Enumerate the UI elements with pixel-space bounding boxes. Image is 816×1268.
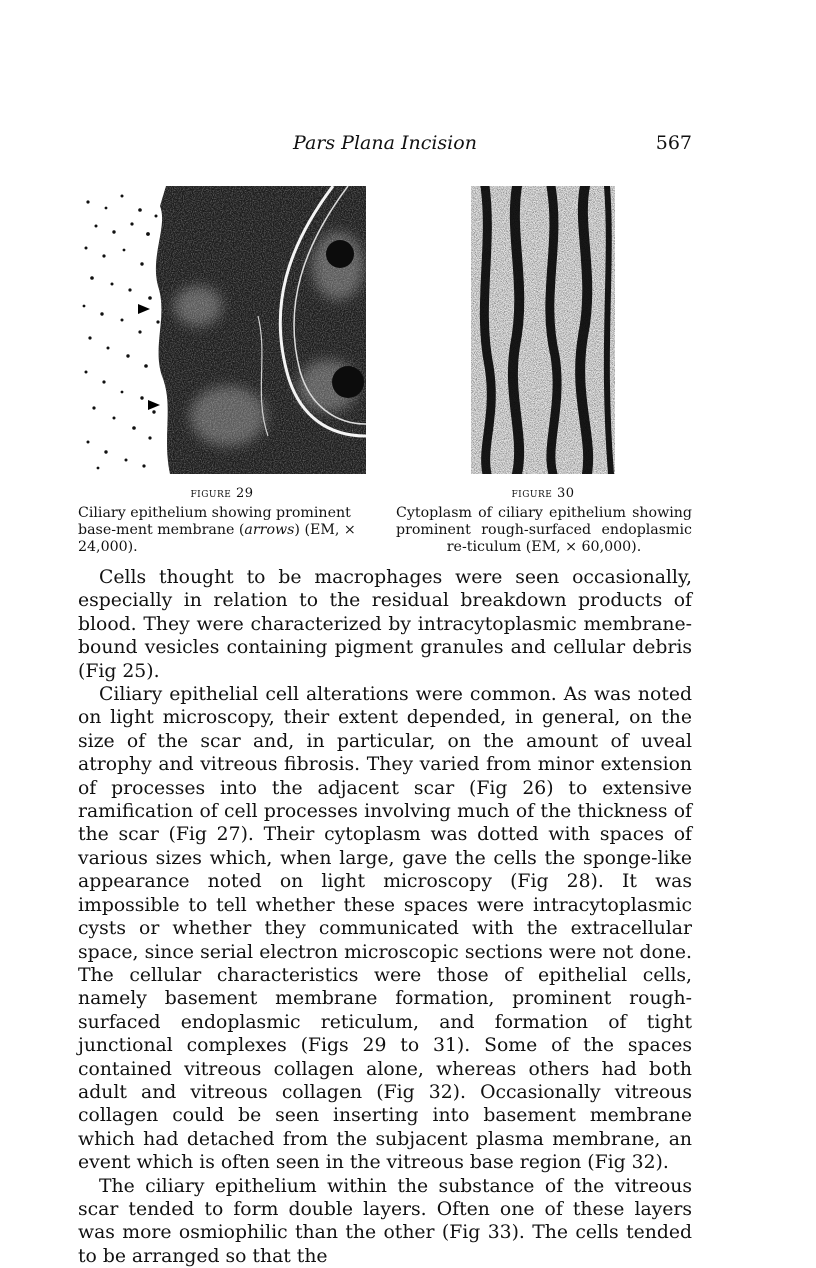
paragraph-1: Cells thought to be macrophages were seen occasionally, especially in relation to the residual breakdown products of blood. They were characterized by intracytoplasmic membrane-bound vesicles containing pigment granules and cellular debris (Fig 25). — [78, 567, 692, 682]
running-title: Pars Plana Incision — [293, 132, 477, 154]
figure-30-label-word: figure — [511, 486, 553, 501]
body-text — [78, 566, 692, 1268]
figure-29-caption — [78, 505, 378, 556]
figure-29-label — [78, 486, 366, 501]
figure-30-label — [471, 486, 615, 501]
figure-30-caption: Cytoplasm of ciliary epithelium showing prominent rough-surfaced endoplasmic re-ticulum (EM, × 60,000). — [396, 505, 692, 555]
figure-29-caption-part2: ) (EM, × 24,000). — [78, 522, 356, 555]
figure-29-caption-part1: Ciliary epithelium showing prominent base-ment membrane ( — [78, 505, 351, 538]
page-header — [78, 132, 692, 160]
figure-29-label-word: figure — [190, 486, 232, 501]
figure-29-number: 29 — [236, 486, 254, 501]
figure-30-micrograph — [471, 186, 615, 474]
figure-29-caption-arrows: arrows — [244, 522, 295, 538]
figure-29-micrograph — [78, 186, 366, 474]
paragraph-3: The ciliary epithelium within the substance of the vitreous scar tended to form double layers. Often one of these layers was more osmiophilic than the other (Fig 33). The cells tended to be arranged so that the — [78, 1175, 692, 1267]
figure-30-number: 30 — [557, 486, 575, 501]
page-number: 567 — [655, 132, 692, 154]
paragraph-2: Ciliary epithelial cell alterations were common. As was noted on light microscopy, their extent depended, in general, on the size of the scar and, in particular, on the amount of uveal atrophy and vitreous fibrosis. They varied from minor extension of processes into the adjacent scar (Fig 26) to extensive ramification of cell processes involving much of the thickness of the scar (Fig 27). Their cytoplasm was dotted with spaces of various sizes which, when large, gave the cells the sponge-like appearance noted on light microscopy (Fig 28). It was impossible to tell whether these spaces were intracytoplasmic cysts or whether they communicated with the extracellular space, since serial electron microscopic sections were not done. The cellular characteristics were those of epithelial cells, namely basement membrane formation, prominent rough-surfaced endoplasmic reticulum, and formation of tight junctional complexes (Figs 29 to 31). Some of the spaces contained vitreous collagen alone, whereas others had both adult and vitreous collagen (Fig 32). Occasionally vitreous collagen could be seen inserting into basement membrane which had detached from the subjacent plasma membrane, an event which is often seen in the vitreous base region (Fig 32). — [78, 684, 692, 1174]
